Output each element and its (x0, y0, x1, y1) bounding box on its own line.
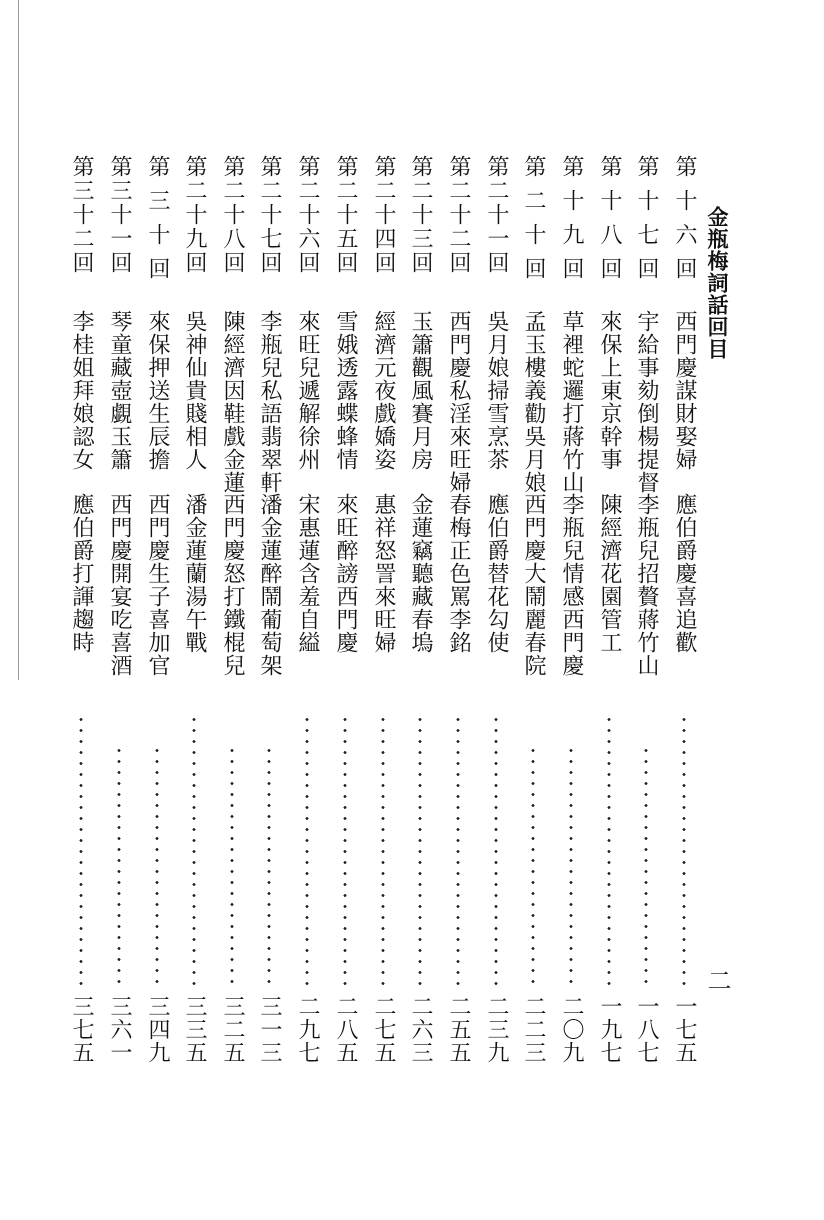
chapter-title-second-half: 惠祥怒詈來旺婦 (371, 493, 396, 654)
toc-entry (594, 155, 624, 1075)
chapter-title-first-half: 來保上東京幹事 (597, 310, 622, 471)
toc-entry (556, 155, 586, 1075)
chapter-title-second-half: 李瓶兒情感西門慶 (559, 493, 584, 677)
chapter-number: 第二十六回 (295, 155, 320, 275)
chapter-page-number: 二三九 (484, 995, 509, 1064)
dot-leader (78, 714, 84, 987)
chapter-number: 第十六回 (672, 155, 697, 291)
chapter-title-second-half: 陳經濟花園管工 (597, 493, 622, 654)
chapter-title-first-half: 西門慶私淫來旺婦 (446, 310, 471, 494)
toc-entry (669, 155, 699, 1075)
toc-entry (405, 155, 435, 1075)
chapter-title-first-half: 草裡蛇邏打蔣竹山 (559, 310, 584, 494)
dot-leader (643, 745, 649, 987)
chapter-title-second-half: 西門慶大鬧麗春院 (521, 493, 546, 677)
toc-entry (254, 155, 284, 1075)
dot-leader (342, 714, 348, 987)
chapter-number: 第十九回 (559, 155, 584, 291)
chapter-number: 第二十五回 (333, 155, 358, 275)
chapter-page-number: 二二三 (521, 995, 546, 1064)
chapter-title-first-half: 玉簫觀風賽月房 (408, 310, 433, 471)
chapter-page-number: 三一三 (257, 995, 282, 1064)
dot-leader (455, 714, 461, 987)
dot-leader (681, 714, 687, 987)
chapter-number: 第十八回 (597, 155, 622, 291)
dot-leader (266, 745, 272, 987)
dot-leader (606, 714, 612, 987)
chapter-title-first-half: 宇給事劾倒楊提督 (634, 310, 659, 494)
chapter-number: 第二十八回 (220, 155, 245, 275)
chapter-title-first-half: 雪娥透露蝶蜂情 (333, 310, 358, 471)
chapter-title-second-half: 西門慶生子喜加官 (145, 493, 170, 677)
chapter-title-second-half: 應伯爵替花勾使 (484, 493, 509, 654)
toc-entry (631, 155, 661, 1075)
dot-leader (568, 745, 574, 987)
chapter-title-first-half: 李瓶兒私語翡翠軒 (257, 310, 282, 494)
running-header: 金瓶梅詞話回目 (705, 206, 730, 360)
chapter-number: 第三十回 (145, 155, 170, 291)
toc-entry (368, 155, 398, 1075)
chapter-title-second-half: 來旺醉謗西門慶 (333, 493, 358, 654)
dot-leader (380, 714, 386, 987)
chapter-number: 第二十二回 (446, 155, 471, 275)
toc-entry (330, 155, 360, 1075)
chapter-number: 第十七回 (634, 155, 659, 291)
toc-entry (104, 155, 134, 1075)
chapter-title-second-half: 李瓶兒招贅蔣竹山 (634, 493, 659, 677)
dot-leader (493, 714, 499, 987)
chapter-title-second-half: 應伯爵慶喜追歡 (672, 493, 697, 654)
toc-entry (142, 155, 172, 1075)
chapter-page-number: 三二五 (220, 995, 245, 1064)
chapter-title-second-half: 西門慶怒打鐵棍兒 (220, 493, 245, 677)
dot-leader (154, 745, 160, 987)
chapter-title-second-half: 春梅正色罵李銘 (446, 493, 471, 654)
chapter-title-first-half: 吳神仙貴賤相人 (182, 310, 207, 471)
toc-entry (481, 155, 511, 1075)
chapter-number: 第二十三回 (408, 155, 433, 275)
chapter-title-second-half: 應伯爵打諢趨時 (69, 493, 94, 654)
toc-entry (66, 155, 96, 1075)
chapter-title-second-half: 宋惠蓮含羞自縊 (295, 493, 320, 654)
chapter-number: 第三十二回 (69, 155, 94, 275)
chapter-page-number: 三三五 (182, 995, 207, 1064)
toc-entry (217, 155, 247, 1075)
chapter-title-second-half: 西門慶開宴吃喜酒 (107, 493, 132, 677)
chapter-title-first-half: 來保押送生辰擔 (145, 310, 170, 471)
left-margin-rule (18, 0, 19, 680)
chapter-number: 第二十回 (521, 155, 546, 291)
chapter-title-first-half: 陳經濟因鞋戲金蓮 (220, 310, 245, 494)
dot-leader (417, 714, 423, 987)
chapter-number: 第二十四回 (371, 155, 396, 275)
chapter-page-number: 三四九 (145, 995, 170, 1064)
chapter-page-number: 二七五 (371, 995, 396, 1064)
dot-leader (116, 745, 122, 987)
chapter-title-first-half: 琴童藏壺覷玉簫 (107, 310, 132, 471)
toc-entry (179, 155, 209, 1075)
page-number: 二 (703, 968, 731, 992)
chapter-page-number: 三六一 (107, 995, 132, 1064)
chapter-title-first-half: 李桂姐拜娘認女 (69, 310, 94, 471)
chapter-title-first-half: 西門慶謀財娶婦 (672, 310, 697, 471)
chapter-page-number: 二五五 (446, 995, 471, 1064)
toc-entry (292, 155, 322, 1075)
dot-leader (191, 714, 197, 987)
dot-leader (304, 714, 310, 987)
chapter-page-number: 一七五 (672, 995, 697, 1064)
chapter-page-number: 二九七 (295, 995, 320, 1064)
chapter-page-number: 一九七 (597, 995, 622, 1064)
chapter-title-first-half: 吳月娘掃雪烹茶 (484, 310, 509, 471)
chapter-number: 第二十一回 (484, 155, 509, 275)
chapter-title-first-half: 來旺兒遞解徐州 (295, 310, 320, 471)
dot-leader (530, 745, 536, 987)
chapter-page-number: 一八七 (634, 995, 659, 1064)
chapter-number: 第三十一回 (107, 155, 132, 275)
chapter-number: 第二十九回 (182, 155, 207, 275)
chapter-title-second-half: 金蓮竊聽藏春塢 (408, 493, 433, 654)
chapter-title-second-half: 潘金蓮醉鬧葡萄架 (257, 493, 282, 677)
chapter-page-number: 三七五 (69, 995, 94, 1064)
chapter-title-first-half: 孟玉樓義勸吳月娘 (521, 310, 546, 494)
toc-entry (518, 155, 548, 1075)
chapter-page-number: 二六三 (408, 995, 433, 1064)
chapter-title-second-half: 潘金蓮蘭湯午戰 (182, 493, 207, 654)
chapter-number: 第二十七回 (257, 155, 282, 275)
dot-leader (229, 745, 235, 987)
chapter-page-number: 二八五 (333, 995, 358, 1064)
chapter-title-first-half: 經濟元夜戲嬌姿 (371, 310, 396, 471)
chapter-page-number: 二〇九 (559, 995, 584, 1064)
toc-entry (443, 155, 473, 1075)
